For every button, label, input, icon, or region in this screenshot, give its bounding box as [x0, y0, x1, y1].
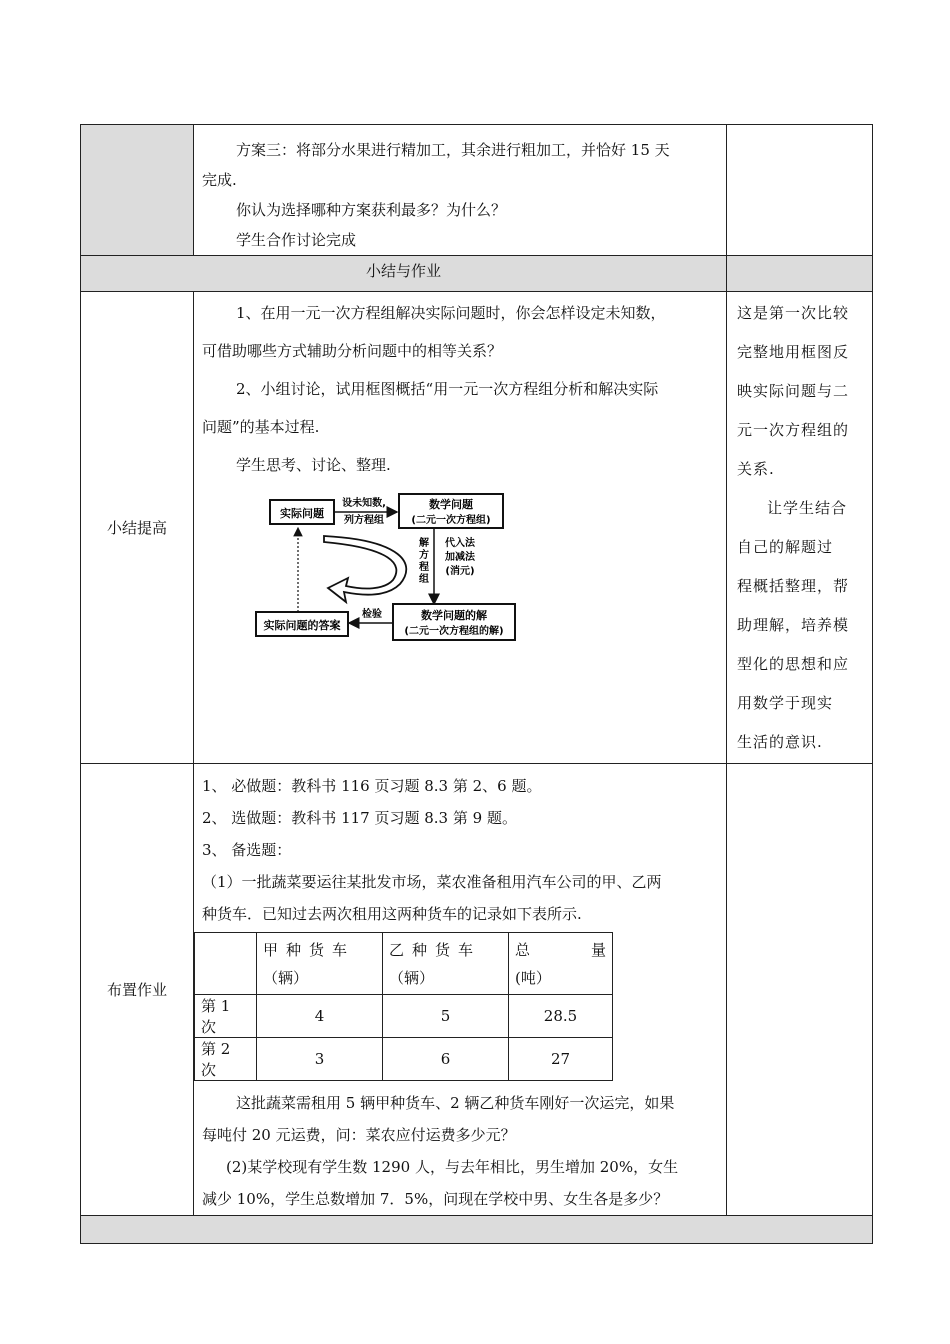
cell-truck-b: 6: [383, 1038, 509, 1081]
solve-char: 方: [419, 550, 429, 561]
summary-row: [81, 292, 873, 764]
cell-truck-a: 4: [257, 995, 383, 1038]
summary-p2b: 问题”的基本过程.: [202, 418, 320, 436]
box-real-problem-text: 实际问题: [280, 507, 324, 520]
table-row: [195, 995, 613, 1038]
note-line: 这是第一次比较: [737, 304, 850, 322]
solve-char: 程: [419, 562, 429, 573]
homework-content: [194, 764, 727, 1216]
section-title-cell: [81, 256, 727, 292]
plan-content-cell: [194, 125, 727, 256]
process-flowchart: [252, 492, 552, 662]
question1-line-a: （1）一批蔬菜要运往某批发市场，菜农准备租用汽车公司的甲、乙两: [202, 873, 662, 891]
header-truck-a: 甲种货车 （辆）: [257, 933, 383, 995]
homework-note-cell: [727, 764, 873, 1216]
plan-row-continued: [81, 125, 873, 256]
box-math-solution-text1: 数学问题的解: [421, 609, 487, 622]
cell-total: 27: [509, 1038, 613, 1081]
note-line: 自己的解题过: [737, 538, 834, 556]
header-truck-b: 乙种货车 （辆）: [383, 933, 509, 995]
lesson-plan-table: [80, 124, 873, 1244]
summary-note-cell: [727, 292, 873, 764]
text-line: 学生合作讨论完成: [236, 231, 357, 249]
section-title: 小结与作业: [365, 262, 441, 280]
cell-truck-a: 3: [257, 1038, 383, 1081]
solve-method2: 加减法: [445, 552, 475, 563]
section-header-row: [81, 256, 873, 292]
solve-method3: (消元): [445, 566, 475, 577]
truck-record-table: [194, 932, 613, 1081]
question2-line-a: (2)某学校现有学生数 1290 人，与去年相比，男生增加 20%，女生: [226, 1158, 679, 1176]
note-line: 完整地用框图反: [737, 343, 850, 361]
note-line: 程概括整理，帮: [737, 577, 850, 595]
section-header-empty: [727, 256, 873, 292]
note-line: 映实际问题与二: [737, 382, 850, 400]
homework-row: [81, 764, 873, 1216]
summary-p1b: 可借助哪些方式辅助分析问题中的相等关系？: [202, 342, 503, 360]
row-label: 第 1 次: [195, 995, 257, 1038]
footer-empty: [81, 1216, 873, 1244]
note-line: 让学生结合: [767, 499, 848, 517]
cell-total: 28.5: [509, 995, 613, 1038]
question1-line-c: 这批蔬菜需租用 5 辆甲种货车、2 辆乙种货车刚好一次运完，如果: [236, 1094, 675, 1112]
cell-truck-b: 5: [383, 995, 509, 1038]
arrow-check-label: 检验: [362, 609, 382, 620]
homework-label: 布置作业: [81, 764, 194, 1216]
summary-label: 小结提高: [81, 292, 194, 764]
empty-label-cell: [81, 125, 194, 256]
question2-line-b: 减少 10%，学生总数增加 7．5%，问现在学校中男、女生各是多少？: [202, 1190, 669, 1208]
question1-line-b: 种货车．已知过去两次租用这两种货车的记录如下表所示.: [202, 905, 582, 923]
text-line: 你认为选择哪种方案获利最多？为什么？: [236, 201, 507, 219]
note-line: 关系.: [737, 460, 775, 478]
note-line: 用数学于现实: [737, 694, 834, 712]
box-math-solution-text2: (二元一次方程组的解): [404, 626, 504, 637]
table-row: [195, 1038, 613, 1081]
homework-item: 2、 选做题：教科书 117 页习题 8.3 第 9 题。: [202, 809, 517, 827]
summary-p2a: 2、小组讨论，试用框图概括“用一元一次方程组分析和解决实际: [236, 380, 659, 398]
question1-line-d: 每吨付 20 元运费，问：菜农应付运费多少元？: [202, 1126, 516, 1144]
curved-arrow: [324, 536, 406, 602]
note-line: 元一次方程组的: [737, 421, 850, 439]
header-total: 总 量 (吨）: [509, 933, 613, 995]
box-math-problem-text2: (二元一次方程组): [411, 515, 491, 526]
summary-p1a: 1、在用一元一次方程组解决实际问题时，你会怎样设定未知数，: [236, 304, 666, 322]
summary-content: [194, 292, 727, 764]
solve-char: 解: [419, 538, 429, 549]
empty-note-cell: [727, 125, 873, 256]
corner-cell: [195, 933, 257, 995]
box-math-problem-text1: 数学问题: [429, 498, 473, 511]
note-line: 助理解，培养模: [737, 616, 850, 634]
box-real-answer-text: 实际问题的答案: [263, 619, 341, 632]
homework-item: 3、 备选题：: [202, 841, 292, 859]
solve-char: 组: [419, 574, 429, 585]
footer-row: [81, 1216, 873, 1244]
text-line: 完成.: [202, 171, 237, 189]
row-label: 第 2 次: [195, 1038, 257, 1081]
text-line: 方案三：将部分水果进行精加工，其余进行粗加工，并恰好 15 天: [236, 141, 670, 159]
note-line: 型化的思想和应: [737, 655, 850, 673]
summary-p3: 学生思考、讨论、整理.: [236, 456, 391, 474]
homework-item: 1、 必做题：教科书 116 页习题 8.3 第 2、6 题。: [202, 777, 542, 795]
solve-method1: 代入法: [445, 538, 475, 549]
note-line: 生活的意识.: [737, 733, 823, 751]
arrow-setup-label1: 设未知数,: [342, 498, 386, 509]
arrow-setup-label2: 列方程组: [344, 515, 384, 526]
